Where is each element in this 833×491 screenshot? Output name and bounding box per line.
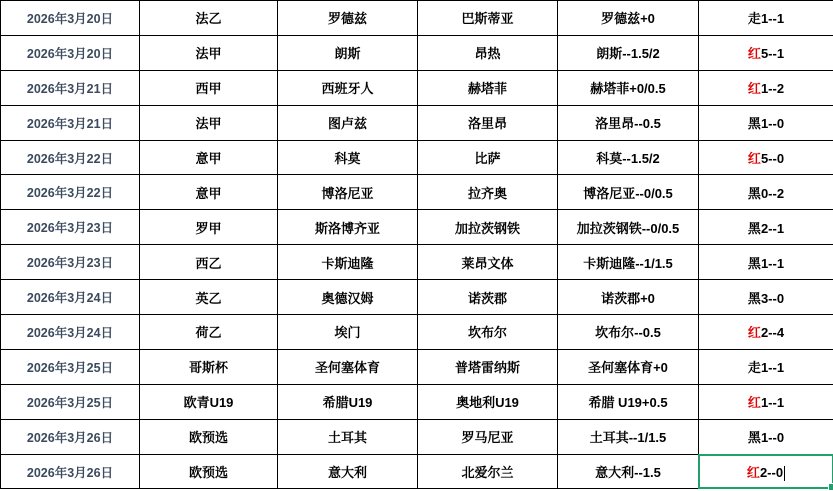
cell-handicap[interactable]: 科莫--1.5/2 [558,140,699,175]
cell-home[interactable]: 图卢兹 [278,105,418,140]
cell-handicap[interactable]: 圣何塞体育+0 [558,349,699,384]
result-flag: 黑 [748,430,761,445]
cell-date[interactable]: 2026年3月22日 [1,140,140,175]
cell-result[interactable] [699,419,833,454]
result-score: 2--4 [761,325,784,340]
result-score: 2--0 [760,465,783,480]
cell-home[interactable]: 西班牙人 [278,70,418,105]
cell-result[interactable] [699,1,833,36]
cell-home[interactable]: 科莫 [278,140,418,175]
cell-date[interactable]: 2026年3月20日 [1,1,140,36]
cell-away[interactable]: 加拉茨钢铁 [418,210,558,245]
cell-result[interactable] [699,140,833,175]
cell-home[interactable]: 圣何塞体育 [278,349,418,384]
cell-away[interactable]: 坎布尔 [418,315,558,350]
cell-handicap[interactable]: 洛里昂--0.5 [558,105,699,140]
table-row [1,35,833,70]
result-score: 1--2 [761,81,784,96]
result-flag: 红 [747,465,760,480]
cell-handicap[interactable]: 卡斯迪隆--1/1.5 [558,245,699,280]
result-flag: 黑 [748,116,761,131]
table-row [1,175,833,210]
cell-result[interactable] [699,315,833,350]
cell-away[interactable]: 巴斯蒂亚 [418,1,558,36]
result-flag: 红 [748,395,761,410]
cell-home[interactable]: 卡斯迪隆 [278,245,418,280]
result-score: 1--1 [761,395,784,410]
cell-date[interactable]: 2026年3月24日 [1,315,140,350]
result-score: 0--2 [761,186,784,201]
cell-away[interactable]: 洛里昂 [418,105,558,140]
cell-home[interactable]: 罗德兹 [278,1,418,36]
cell-away[interactable]: 拉齐奥 [418,175,558,210]
cell-league[interactable]: 意甲 [140,140,278,175]
result-flag: 黑 [748,186,761,201]
table-row [1,454,833,489]
result-flag: 黑 [748,291,761,306]
cell-date[interactable]: 2026年3月25日 [1,384,140,419]
fill-handle[interactable] [828,483,833,491]
cell-away[interactable]: 罗马尼亚 [418,419,558,454]
cell-date[interactable]: 2026年3月22日 [1,175,140,210]
cell-home[interactable]: 朗斯 [278,35,418,70]
cell-date[interactable]: 2026年3月23日 [1,245,140,280]
cell-away[interactable]: 奥地利U19 [418,384,558,419]
matches-table-body [1,1,833,489]
cell-home[interactable]: 希腊U19 [278,384,418,419]
cell-league[interactable]: 欧青U19 [140,384,278,419]
table-row [1,349,833,384]
result-score: 5--1 [761,46,784,61]
result-score: 1--1 [761,11,784,26]
cell-away[interactable]: 比萨 [418,140,558,175]
cell-date[interactable]: 2026年3月26日 [1,419,140,454]
cell-league[interactable]: 法甲 [140,105,278,140]
cell-away[interactable]: 昂热 [418,35,558,70]
cell-home[interactable]: 奥德汉姆 [278,280,418,315]
cell-handicap[interactable]: 希腊 U19+0.5 [558,384,699,419]
cell-result[interactable] [699,70,833,105]
cell-league[interactable]: 法甲 [140,35,278,70]
cell-league[interactable]: 西乙 [140,245,278,280]
result-score: 2--1 [761,221,784,236]
table-row [1,1,833,36]
cell-handicap[interactable]: 罗德兹+0 [558,1,699,36]
cell-handicap[interactable]: 土耳其--1/1.5 [558,419,699,454]
cell-league[interactable]: 欧预选 [140,454,278,489]
active-cell[interactable] [699,454,833,489]
cell-home[interactable]: 土耳其 [278,419,418,454]
result-flag: 红 [748,81,761,96]
cell-league[interactable]: 西甲 [140,70,278,105]
result-flag: 黑 [748,256,761,271]
cell-result[interactable] [699,245,833,280]
cell-handicap[interactable]: 加拉茨钢铁--0/0.5 [558,210,699,245]
cell-handicap[interactable]: 朗斯--1.5/2 [558,35,699,70]
cell-date[interactable]: 2026年3月26日 [1,454,140,489]
table-row [1,384,833,419]
result-score: 1--1 [761,360,784,375]
cell-result[interactable] [699,280,833,315]
result-flag: 黑 [748,221,761,236]
cell-handicap[interactable]: 坎布尔--0.5 [558,315,699,350]
cell-home[interactable]: 埃门 [278,315,418,350]
table-row [1,419,833,454]
cell-away[interactable]: 诺茨郡 [418,280,558,315]
cell-home[interactable]: 博洛尼亚 [278,175,418,210]
cell-home[interactable]: 斯洛博齐亚 [278,210,418,245]
result-flag: 红 [748,151,761,166]
cell-league[interactable]: 意甲 [140,175,278,210]
table-row [1,245,833,280]
table-row [1,315,833,350]
cell-result[interactable] [699,349,833,384]
cell-date[interactable]: 2026年3月20日 [1,35,140,70]
result-score: 5--0 [761,151,784,166]
cell-date[interactable]: 2026年3月25日 [1,349,140,384]
text-cursor [784,466,785,481]
result-flag: 走 [748,11,761,26]
cell-away[interactable]: 普塔雷纳斯 [418,349,558,384]
cell-away[interactable]: 莱昂文体 [418,245,558,280]
result-score: 1--0 [761,430,784,445]
cell-home[interactable]: 意大利 [278,454,418,489]
cell-handicap[interactable]: 诺茨郡+0 [558,280,699,315]
result-score: 1--0 [761,116,784,131]
cell-league[interactable]: 法乙 [140,1,278,36]
cell-handicap[interactable]: 赫塔菲+0/0.5 [558,70,699,105]
cell-league[interactable]: 荷乙 [140,315,278,350]
table-row [1,70,833,105]
cell-result[interactable] [699,35,833,70]
result-flag: 走 [748,360,761,375]
cell-result[interactable] [699,105,833,140]
cell-away[interactable]: 赫塔菲 [418,70,558,105]
result-flag: 红 [748,325,761,340]
cell-date[interactable]: 2026年3月21日 [1,105,140,140]
cell-result[interactable] [699,210,833,245]
cell-league[interactable]: 罗甲 [140,210,278,245]
cell-handicap[interactable]: 意大利--1.5 [558,454,699,489]
cell-result[interactable] [699,384,833,419]
cell-league[interactable]: 英乙 [140,280,278,315]
result-score: 1--1 [761,256,784,271]
cell-date[interactable]: 2026年3月24日 [1,280,140,315]
cell-league[interactable]: 欧预选 [140,419,278,454]
cell-handicap[interactable]: 博洛尼亚--0/0.5 [558,175,699,210]
cell-date[interactable]: 2026年3月23日 [1,210,140,245]
cell-away[interactable]: 北爱尔兰 [418,454,558,489]
table-row [1,280,833,315]
cell-result[interactable] [699,175,833,210]
table-row [1,210,833,245]
result-score: 3--0 [761,291,784,306]
table-row [1,105,833,140]
result-flag: 红 [748,46,761,61]
cell-date[interactable]: 2026年3月21日 [1,70,140,105]
table-row [1,140,833,175]
cell-league[interactable]: 哥斯杯 [140,349,278,384]
